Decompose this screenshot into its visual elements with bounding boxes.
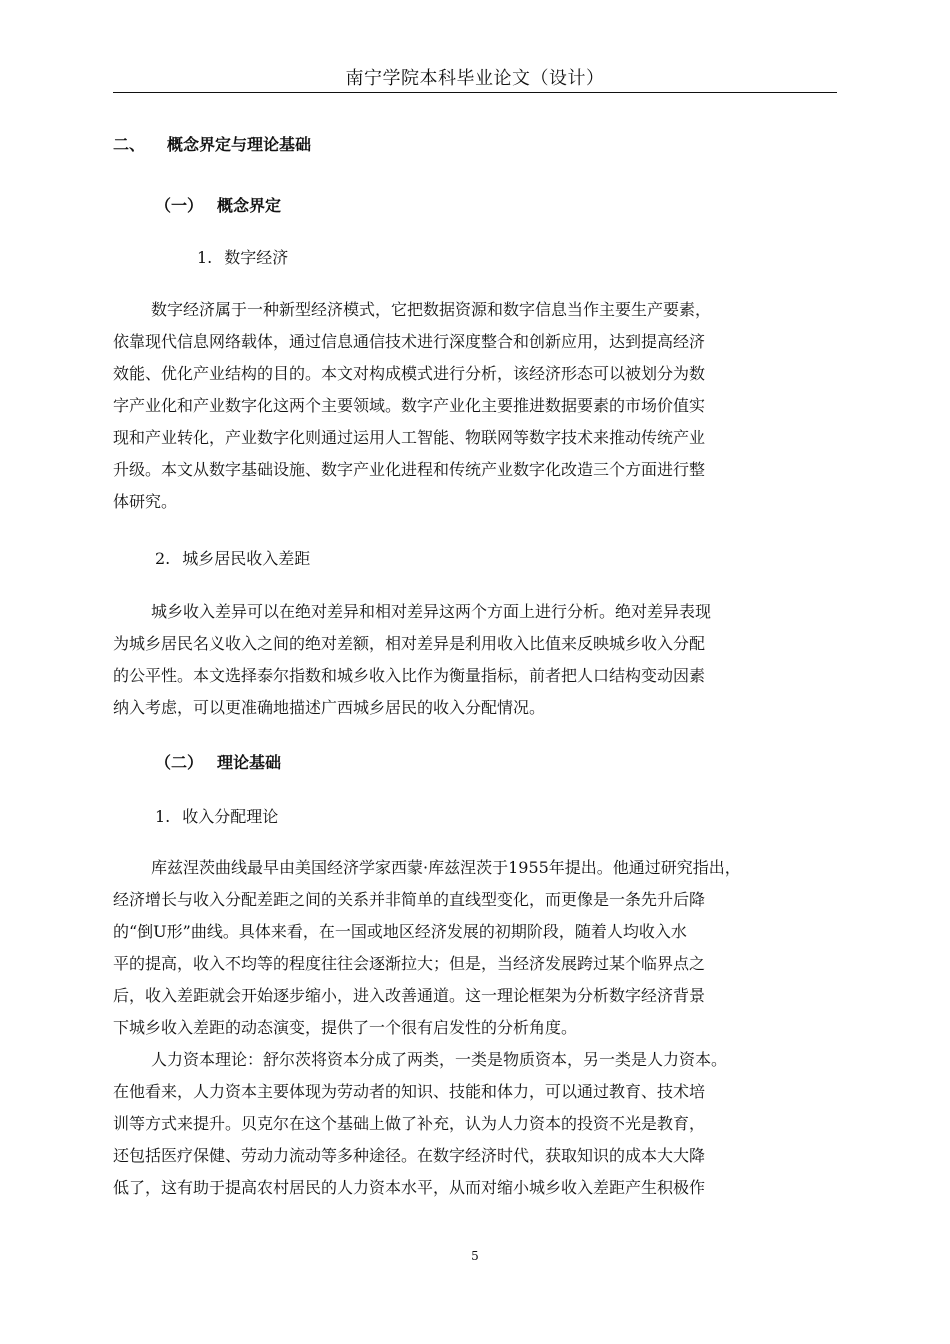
item-heading-income-distribution: [155, 806, 278, 828]
text-line: 的“倒U形”曲线。具体来看，在一国或地区经济发展的初期阶段，随着人均收入水: [113, 922, 687, 941]
subsection-number: （二）: [155, 753, 204, 772]
text-line: 体研究。: [113, 492, 178, 511]
text-line: 在他看来，人力资本主要体现为劳动者的知识、技能和体力，可以通过教育、技术培: [113, 1082, 706, 1101]
subsection-heading-theory: [155, 752, 281, 774]
item-number: 1.: [197, 248, 213, 267]
item-heading-income-gap: [155, 548, 310, 570]
text-line: 依靠现代信息网络载体，通过信息通信技术进行深度整合和创新应用，达到提高经济: [113, 332, 706, 351]
item-number: 2.: [155, 549, 171, 568]
text-line: 后，收入差距就会开始逐步缩小，进入改善通道。这一理论框架为分析数字经济背景: [113, 986, 706, 1005]
text-line: 经济增长与收入分配差距之间的关系并非简单的直线型变化，而更像是一条先升后降: [113, 890, 706, 909]
subsection-title: 理论基础: [217, 753, 282, 772]
item-title: 收入分配理论: [182, 807, 279, 826]
text-line: 下城乡收入差距的动态演变，提供了一个很有启发性的分析角度。: [113, 1018, 578, 1037]
item-heading-digital-economy: [197, 247, 288, 269]
text-line: 升级。本文从数字基础设施、数字产业化进程和传统产业数字化改造三个方面进行整: [113, 460, 706, 479]
subsection-heading-concepts: [155, 195, 281, 217]
text-line: 数字经济属于一种新型经济模式，它把数据资源和数字信息当作主要生产要素，: [151, 300, 712, 319]
subsection-title: 概念界定: [217, 196, 282, 215]
item-title: 数字经济: [224, 248, 289, 267]
section-title: 概念界定与理论基础: [167, 135, 312, 154]
text-line: 字产业化和产业数字化这两个主要领域。数字产业化主要推进数据要素的市场价值实: [113, 396, 706, 415]
paragraph-kuznets: [113, 852, 837, 1044]
item-number: 1.: [155, 807, 171, 826]
page-number: 5: [471, 1249, 479, 1263]
text-line: 还包括医疗保健、劳动力流动等多种途径。在数字经济时代，获取知识的成本大大降: [113, 1146, 706, 1165]
text-line: 纳入考虑，可以更准确地描述广西城乡居民的收入分配情况。: [113, 698, 546, 717]
paragraph-digital-economy: [113, 294, 837, 518]
paragraph-income-gap: [113, 596, 837, 724]
text-line: 人力资本理论：舒尔茨将资本分成了两类，一类是物质资本，另一类是人力资本。: [151, 1050, 728, 1069]
text-line: 训等方式来提升。贝克尔在这个基础上做了补充，认为人力资本的投资不光是教育，: [113, 1114, 706, 1133]
header-rule: [113, 92, 837, 93]
section-number: 二、: [113, 135, 146, 154]
text-line: 平的提高，收入不均等的程度往往会逐渐拉大；但是，当经济发展跨过某个临界点之: [113, 954, 706, 973]
subsection-number: （一）: [155, 196, 204, 215]
section-heading: [113, 134, 311, 156]
text-line: 低了，这有助于提高农村居民的人力资本水平，从而对缩小城乡收入差距产生积极作: [113, 1178, 706, 1197]
text-line: 效能、优化产业结构的目的。本文对构成模式进行分析，该经济形态可以被划分为数: [113, 364, 706, 383]
text-line: 的公平性。本文选择泰尔指数和城乡收入比作为衡量指标，前者把人口结构变动因素: [113, 666, 706, 685]
text-line: 库兹涅茨曲线最早由美国经济学家西蒙·库兹涅茨于1955年提出。他通过研究指出，: [151, 858, 741, 877]
text-line: 为城乡居民名义收入之间的绝对差额，相对差异是利用收入比值来反映城乡收入分配: [113, 634, 706, 653]
text-line: 城乡收入差异可以在绝对差异和相对差异这两个方面上进行分析。绝对差异表现: [151, 602, 712, 621]
paragraph-human-capital: [113, 1044, 837, 1204]
item-title: 城乡居民收入差距: [182, 549, 311, 568]
page-header: 南宁学院本科毕业论文（设计）: [345, 68, 605, 89]
text-line: 现和产业转化，产业数字化则通过运用人工智能、物联网等数字技术来推动传统产业: [113, 428, 706, 447]
